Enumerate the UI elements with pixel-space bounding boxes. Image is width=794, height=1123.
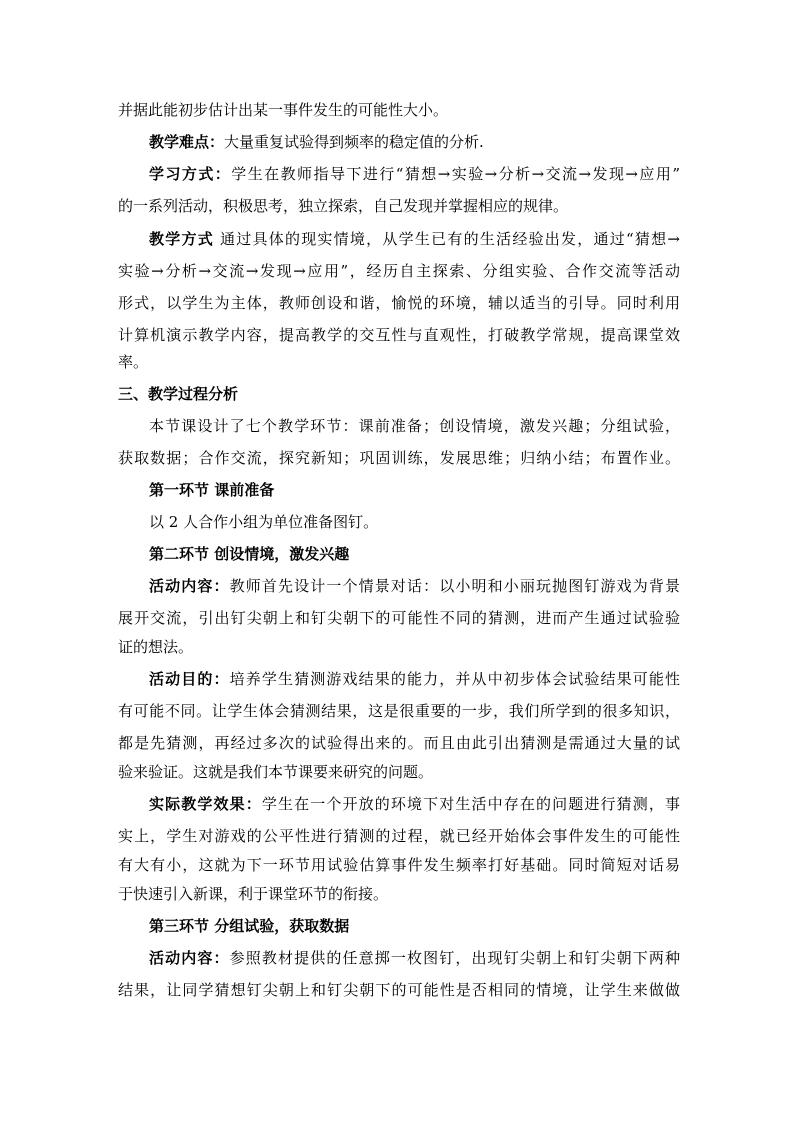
paragraph-line: 证的想法。 [118, 638, 194, 656]
stage-heading: 第二环节 创设情境，激发兴趣 [149, 545, 350, 563]
paragraph-line: 计算机演示教学内容，提高教学的交互性与直观性，打破教学常规，提高课堂效 [118, 326, 680, 344]
paragraph-line: 实验→分析→交流→发现→应用”，经历自主探索、分组实验、合作交流等活动 [118, 262, 680, 280]
teaching-difficulty-label: 教学难点： [149, 133, 225, 151]
activity-content-label: 活动内容： [149, 577, 230, 595]
stage-heading: 第三环节 分组试验，获取数据 [149, 917, 350, 935]
stage-heading: 第一环节 课前准备 [149, 481, 275, 499]
paragraph-line: 结果，让同学猜想钉尖朝上和钉尖朝下的可能性是否相同的情境，让学生来做做 [118, 981, 680, 999]
paragraph-line: 验来验证。这就是我们本节课要来研究的问题。 [118, 763, 434, 781]
paragraph-line: 形式，以学生为主体，教师创设和谐，愉悦的环境，辅以适当的引导。同时利用 [118, 294, 680, 312]
learning-method: 学习方式：学生在教师指导下进行“猜想→实验→分析→交流→发现→应用” [149, 165, 680, 183]
learning-method-label: 学习方式： [149, 165, 232, 183]
paragraph-line: 的一系列活动，积极思考，独立探索，自己发现并掌握相应的规律。 [118, 197, 569, 215]
teaching-method-label: 教学方式 [149, 230, 214, 248]
paragraph-line: 展开交流，引出钉尖朝上和钉尖朝下的可能性不同的猜测，进而产生通过试验验 [118, 609, 680, 627]
paragraph-line: 有可能不同。让学生体会猜测结果，这是很重要的一步，我们所学到的很多知识， [118, 702, 680, 720]
paragraph-line: 获取数据；合作交流，探究新知；巩固训练，发展思维；归纳小结；布置作业。 [118, 449, 680, 467]
paragraph-line: 实上，学生对游戏的公平性进行猜测的过程，就已经开始体会事件发生的可能性 [118, 827, 680, 845]
teaching-difficulty: 教学难点：大量重复试验得到频率的稳定值的分析. [149, 133, 484, 151]
section-heading: 三、教学过程分析 [118, 385, 239, 403]
activity-content: 活动内容：参照教材提供的任意掷一枚图钉，出现钉尖朝上和钉尖朝下两种 [149, 949, 680, 967]
paragraph-line: 本节课设计了七个教学环节：课前准备；创设情境，激发兴趣；分组试验， [149, 417, 680, 435]
paragraph-line: 并据此能初步估计出某一事件发生的可能性大小。 [118, 101, 449, 119]
activity-goal-label: 活动目的： [149, 670, 230, 688]
teaching-method: 教学方式 通过具体的现实情境，从学生已有的生活经验出发，通过“猜想→ [149, 230, 680, 248]
activity-content: 活动内容：教师首先设计一个情景对话：以小明和小丽玩抛图钉游戏为背景 [149, 577, 680, 595]
paragraph-line: 有大有小，这就为下一环节用试验估算事件发生频率打好基础。同时简短对话易 [118, 856, 680, 874]
paragraph-line: 于快速引入新课，利于课堂环节的衔接。 [118, 885, 389, 903]
paragraph-line: 率。 [118, 353, 149, 371]
teaching-effect: 实际教学效果：学生在一个开放的环境下对生活中存在的问题进行猜测，事 [149, 795, 680, 813]
activity-content-label: 活动内容： [149, 949, 230, 967]
paragraph-line: 以 2 人合作小组为单位准备图钉。 [149, 513, 379, 531]
activity-goal: 活动目的：培养学生猜测游戏结果的能力，并从中初步体会试验结果可能性 [149, 670, 680, 688]
teaching-effect-label: 实际教学效果： [149, 795, 262, 813]
paragraph-line: 都是先猜测，再经过多次的试验得出来的。而且由此引出猜测是需通过大量的试 [118, 734, 680, 752]
